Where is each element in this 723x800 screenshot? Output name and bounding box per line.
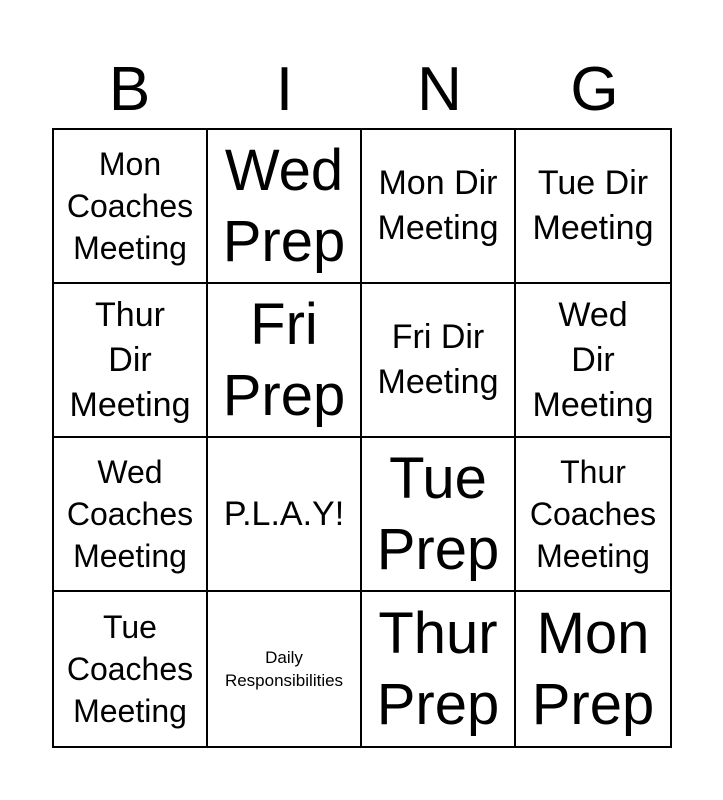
cell-label: Thur Coaches Meeting <box>529 454 657 574</box>
bingo-cell[interactable] <box>208 284 362 438</box>
bingo-cell[interactable] <box>516 284 670 438</box>
bingo-cell[interactable] <box>516 438 670 592</box>
bingo-cell[interactable] <box>362 592 516 746</box>
bingo-cell[interactable] <box>362 438 516 592</box>
bingo-cell[interactable] <box>362 130 516 284</box>
cell-label: Thur Prep <box>376 601 500 737</box>
header-letter-g: G <box>570 55 619 124</box>
cell-label: P.L.A.Y! <box>223 494 345 533</box>
header-letter-i: I <box>275 55 294 124</box>
cell-label: Daily Responsibilities <box>224 648 344 690</box>
cell-label: Fri Dir Meeting <box>377 318 499 401</box>
bingo-cell[interactable] <box>362 284 516 438</box>
cell-label: Wed Coaches Meeting <box>66 454 194 574</box>
cell-label: Tue Dir Meeting <box>532 164 654 247</box>
header-letter-n: N <box>417 55 462 124</box>
cell-label: Wed Dir Meeting <box>532 295 654 424</box>
bingo-board <box>52 128 672 748</box>
cell-label: Mon Coaches Meeting <box>66 146 194 266</box>
bingo-cell[interactable] <box>208 438 362 592</box>
bingo-cell[interactable] <box>208 592 362 746</box>
cell-label: Tue Coaches Meeting <box>66 609 194 729</box>
bingo-cell[interactable] <box>54 130 208 284</box>
cell-label: Thur Dir Meeting <box>69 295 191 424</box>
cell-label: Wed Prep <box>222 138 346 274</box>
cell-label: Fri Prep <box>222 292 346 428</box>
bingo-header <box>52 52 672 128</box>
bingo-cell[interactable] <box>54 592 208 746</box>
cell-label: Mon Prep <box>531 601 655 737</box>
cell-label: Tue Prep <box>376 446 500 582</box>
bingo-cell[interactable] <box>54 284 208 438</box>
cell-label: Mon Dir Meeting <box>377 164 499 247</box>
bingo-cell[interactable] <box>516 592 670 746</box>
bingo-cell[interactable] <box>54 438 208 592</box>
bingo-cell[interactable] <box>516 130 670 284</box>
bingo-cell[interactable] <box>208 130 362 284</box>
header-letter-b: B <box>108 55 151 124</box>
